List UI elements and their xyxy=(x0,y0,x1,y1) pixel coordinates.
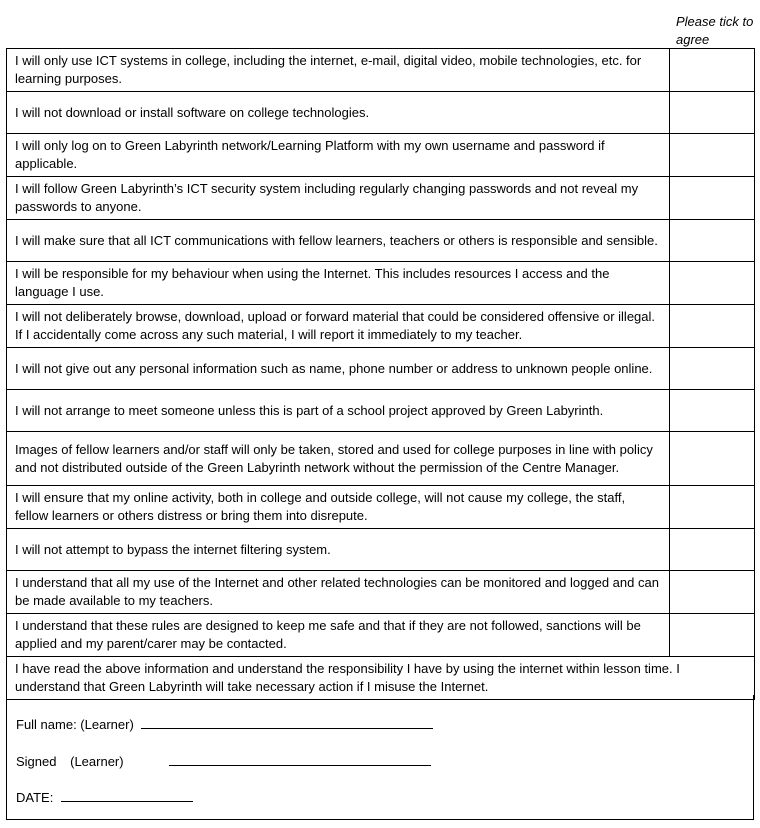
date-label: DATE: xyxy=(16,790,54,805)
rule-row xyxy=(7,486,755,529)
agree-tick-box[interactable] xyxy=(670,348,755,390)
rule-text: I will not attempt to bypass the internet filtering system. xyxy=(7,529,670,571)
rule-row xyxy=(7,305,755,348)
rule-text: I will not give out any personal information such as name, phone number or address to unknown people online. xyxy=(7,348,670,390)
agree-tick-box[interactable] xyxy=(670,529,755,571)
rule-row xyxy=(7,571,755,614)
rule-row xyxy=(7,49,755,92)
rule-text: I will ensure that my online activity, both in college and outside college, will not cause my college, the staff, fellow learners or others distress or bring them into disrepute. xyxy=(7,486,670,529)
rule-text: I will make sure that all ICT communications with fellow learners, teachers or others is responsible and sensible. xyxy=(7,220,670,262)
rule-text: I understand that these rules are designed to keep me safe and that if they are not followed, sanctions will be applied and my parent/carer may be contacted. xyxy=(7,614,670,657)
rule-row xyxy=(7,614,755,657)
rule-row xyxy=(7,92,755,134)
rule-text: I will not arrange to meet someone unless this is part of a school project approved by Green Labyrinth. xyxy=(7,390,670,432)
signed-sub-label: (Learner) xyxy=(70,754,124,769)
rule-row xyxy=(7,348,755,390)
agree-tick-box[interactable] xyxy=(670,432,755,486)
rule-text: I will be responsible for my behaviour when using the Internet. This includes resources I access and the language I use. xyxy=(7,262,670,305)
agree-tick-box[interactable] xyxy=(670,614,755,657)
rule-row xyxy=(7,432,755,486)
declaration-text: I have read the above information and understand the responsibility I have by using the internet within lesson time. I understand that Green Labyrinth will take necessary action if I misuse the Internet. xyxy=(7,657,755,700)
rules-table xyxy=(6,48,755,700)
signed-label: Signed xyxy=(16,754,57,769)
rule-text: I will not download or install software on college technologies. xyxy=(7,92,670,134)
agree-tick-box[interactable] xyxy=(670,134,755,177)
rule-text: I understand that all my use of the Internet and other related technologies can be monitored and logged and can be made available to my teachers. xyxy=(7,571,670,614)
agree-tick-box[interactable] xyxy=(670,49,755,92)
rule-row xyxy=(7,177,755,220)
full-name-row xyxy=(16,715,433,732)
agree-tick-box[interactable] xyxy=(670,305,755,348)
full-name-label: Full name: (Learner) xyxy=(16,717,134,732)
signed-row xyxy=(16,752,431,769)
rule-text: I will follow Green Labyrinth’s ICT security system including regularly changing passwords and not reveal my passwords to anyone. xyxy=(7,177,670,220)
rule-row xyxy=(7,390,755,432)
rule-row xyxy=(7,262,755,305)
agree-tick-box[interactable] xyxy=(670,486,755,529)
rule-row xyxy=(7,134,755,177)
rule-row xyxy=(7,220,755,262)
agree-tick-box[interactable] xyxy=(670,571,755,614)
agree-tick-box[interactable] xyxy=(670,220,755,262)
date-field[interactable] xyxy=(61,788,193,802)
rule-row xyxy=(7,529,755,571)
tick-column-header: Please tick to agree xyxy=(676,14,754,47)
agree-tick-box[interactable] xyxy=(670,92,755,134)
agree-tick-box[interactable] xyxy=(670,390,755,432)
signature-block xyxy=(6,695,754,820)
declaration-row xyxy=(7,657,755,700)
agree-tick-box[interactable] xyxy=(670,262,755,305)
rule-text: I will only use ICT systems in college, including the internet, e-mail, digital video, mobile technologies, etc. for learning purposes. xyxy=(7,49,670,92)
signature-field[interactable] xyxy=(169,752,431,766)
date-row xyxy=(16,788,193,805)
rule-text: I will not deliberately browse, download, upload or forward material that could be considered offensive or illegal. If I accidentally come across any such material, I will report it immediately to my teacher. xyxy=(7,305,670,348)
rule-text: I will only log on to Green Labyrinth network/Learning Platform with my own username and password if applicable. xyxy=(7,134,670,177)
rule-text: Images of fellow learners and/or staff will only be taken, stored and used for college purposes in line with policy and not distributed outside of the Green Labyrinth network without the permission of the Centre Manager. xyxy=(7,432,670,486)
full-name-field[interactable] xyxy=(141,715,433,729)
agree-tick-box[interactable] xyxy=(670,177,755,220)
